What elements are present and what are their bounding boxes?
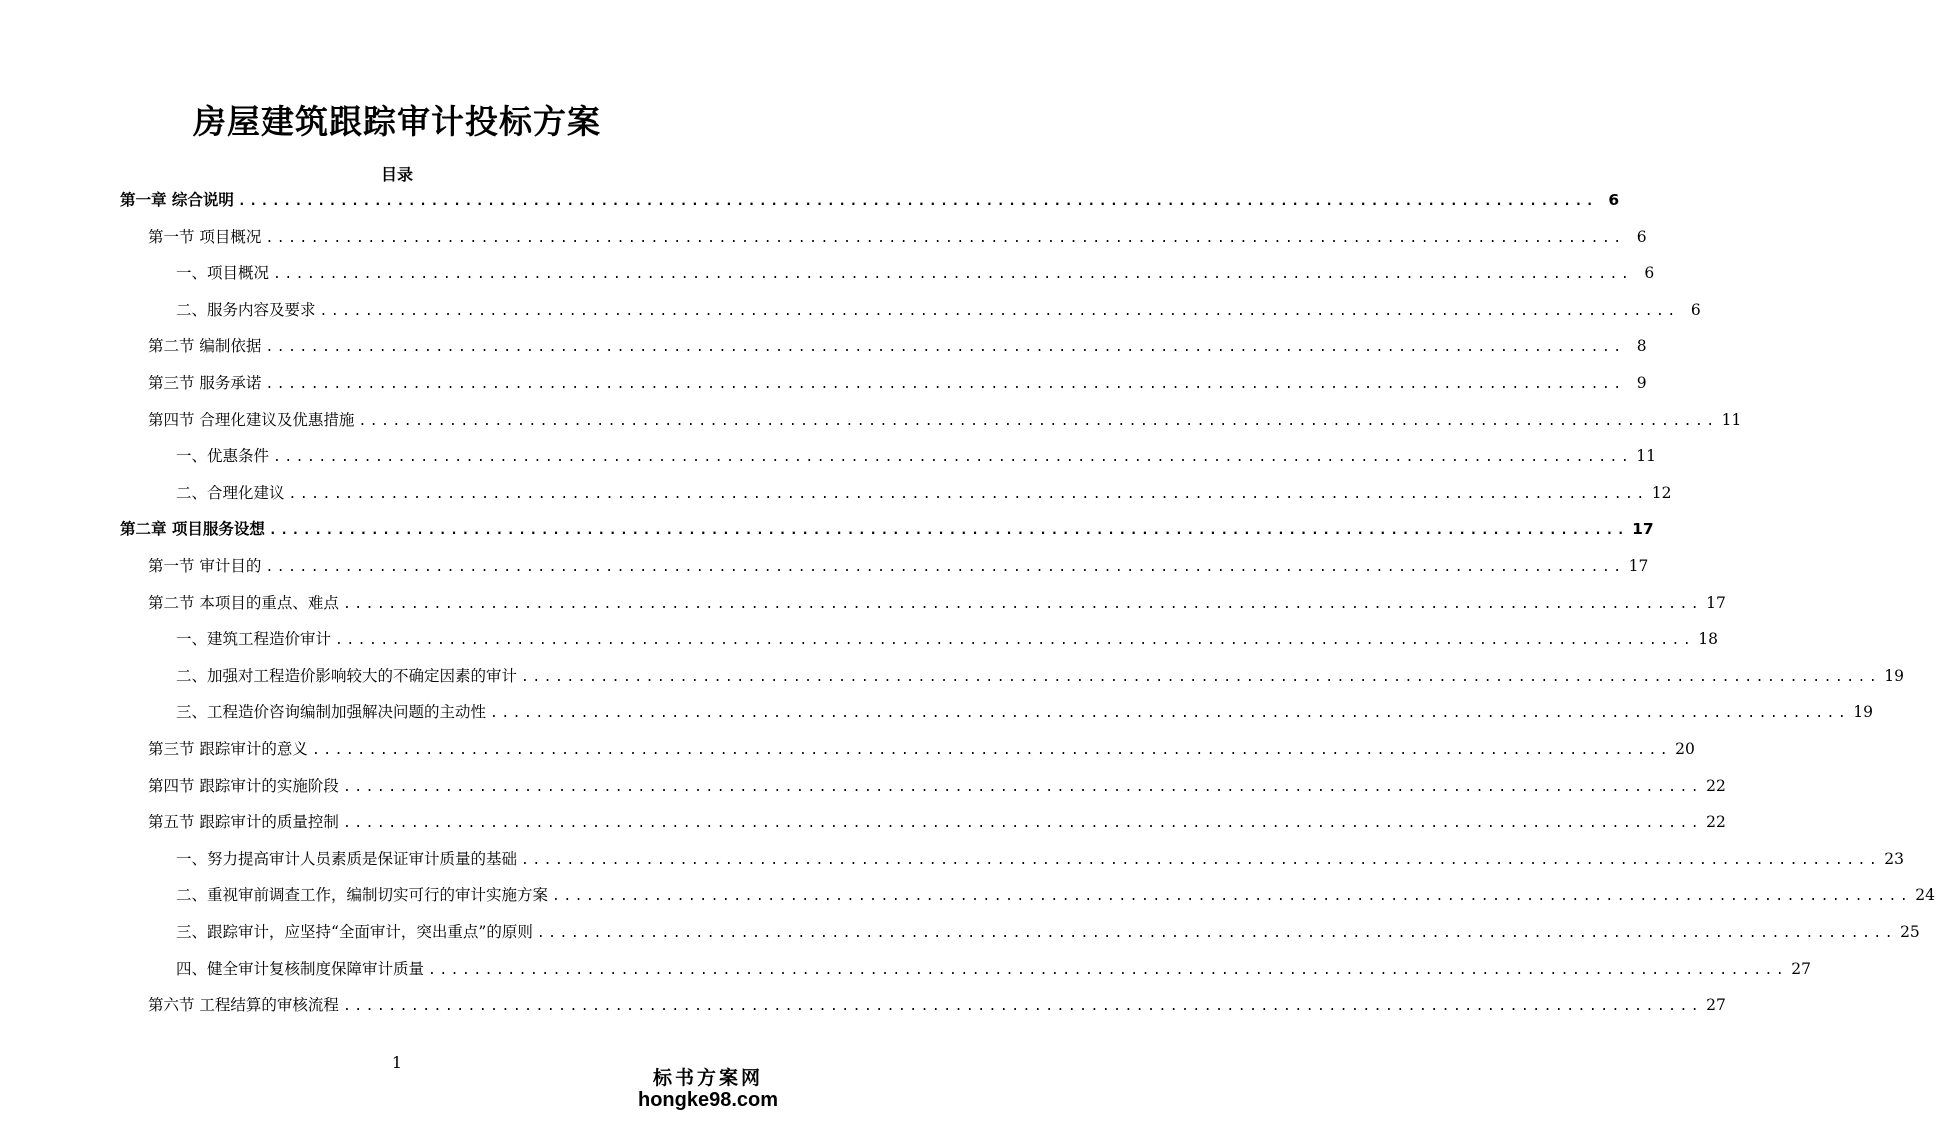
- toc-entry-title: 二、合理化建议: [176, 483, 285, 502]
- toc-entry-page: 12: [1651, 483, 1672, 502]
- toc-dot-leader: ........................................................................................................................: [265, 377, 1625, 392]
- toc-section-entry[interactable]: [148, 591, 1726, 615]
- toc-entry-title: 一、建筑工程造价审计: [176, 630, 332, 649]
- toc-dot-leader: ........................................................................................................................: [319, 303, 1679, 319]
- toc-entry-title: 第一节 项目概况: [148, 227, 262, 246]
- toc-entry-page: 9: [1636, 374, 1647, 392]
- toc-subsection-entry[interactable]: [176, 627, 1718, 651]
- toc-heading: 目录: [380, 165, 413, 184]
- toc-entry-page: 6: [1644, 264, 1655, 283]
- toc-entry-page: 11: [1721, 410, 1742, 429]
- toc-section-entry[interactable]: [148, 371, 1647, 395]
- toc-entry-page: 25: [1900, 923, 1920, 941]
- toc-subsection-entry[interactable]: [176, 444, 1656, 468]
- toc-section-entry[interactable]: [148, 225, 1647, 249]
- toc-entry-page: 19: [1853, 703, 1873, 722]
- toc-section-entry[interactable]: [148, 334, 1647, 358]
- toc-dot-leader: ........................................................................................................................: [265, 340, 1625, 356]
- toc-entry-title: 第四节 跟踪审计的实施阶段: [148, 776, 339, 795]
- toc-subsection-entry[interactable]: [176, 261, 1655, 285]
- toc-entry-title: 第四节 合理化建议及优惠措施: [148, 410, 355, 429]
- toc-subsection-entry[interactable]: [176, 920, 1920, 944]
- toc-subsection-entry[interactable]: [176, 883, 1935, 907]
- toc-dot-leader: ........................................................................................................................: [268, 523, 1629, 539]
- toc-entry-page: 19: [1884, 666, 1904, 685]
- toc-entry-page: 20: [1675, 740, 1695, 758]
- toc-chapter-entry[interactable]: [120, 517, 1654, 541]
- toc-entry-title: 第六节 工程结算的审核流程: [148, 996, 339, 1015]
- toc-entry-title: 二、重视审前调查工作，编制切实可行的审计实施方案: [176, 886, 549, 905]
- toc-entry-title: 三、工程造价咨询编制加强解决问题的主动性: [176, 703, 487, 722]
- toc-dot-leader: ........................................................................................................................: [552, 889, 1912, 905]
- toc-entry-page: 6: [1636, 227, 1647, 246]
- watermark-url: hongke98.com: [638, 1088, 779, 1111]
- toc-dot-leader: ........................................................................................................................: [521, 852, 1881, 868]
- toc-section-entry[interactable]: [148, 993, 1726, 1017]
- toc-entry-page: 17: [1706, 593, 1726, 612]
- toc-entry-title: 二、服务内容及要求: [176, 300, 316, 319]
- toc-dot-leader: ........................................................................................................................: [536, 926, 1897, 941]
- toc-dot-leader: ........................................................................................................................: [237, 194, 1598, 209]
- toc-entry-title: 四、健全审计复核制度保障审计质量: [176, 959, 425, 978]
- toc-dot-leader: ........................................................................................................................: [342, 816, 1703, 832]
- toc-entry-page: 17: [1628, 557, 1649, 575]
- toc-entry-title: 二、加强对工程造价影响较大的不确定因素的审计: [176, 666, 518, 685]
- toc-entry-title: 一、优惠条件: [176, 447, 270, 466]
- page-number: 1: [391, 1053, 403, 1072]
- toc-dot-leader: ........................................................................................................................: [265, 230, 1625, 246]
- toc-entry-title: 第三节 跟踪审计的意义: [148, 740, 308, 758]
- toc-entry-title: 第一节 审计目的: [148, 557, 262, 575]
- toc-subsection-entry[interactable]: [176, 664, 1904, 688]
- toc-entry-title: 第二节 编制依据: [148, 337, 262, 356]
- toc-entry-page: 23: [1884, 849, 1904, 868]
- document-title: 房屋建筑跟踪审计投标方案: [193, 102, 601, 141]
- toc-subsection-entry[interactable]: [176, 957, 1811, 981]
- toc-entry-title: 第二节 本项目的重点、难点: [148, 593, 339, 612]
- toc-entry-page: 6: [1690, 300, 1701, 319]
- toc-dot-leader: ........................................................................................................................: [358, 413, 1718, 429]
- toc-section-entry[interactable]: [148, 774, 1726, 798]
- watermark-logo: [638, 1068, 778, 1111]
- toc-dot-leader: ........................................................................................................................: [335, 633, 1695, 649]
- toc-entry-page: 18: [1698, 630, 1718, 649]
- toc-dot-leader: ........................................................................................................................: [342, 999, 1703, 1015]
- toc-dot-leader: ........................................................................................................................: [521, 669, 1881, 685]
- toc-entry-page: 17: [1632, 520, 1654, 539]
- toc-section-entry[interactable]: [148, 810, 1726, 834]
- toc-entry-page: 27: [1791, 959, 1811, 978]
- toc-entry-title: 第三节 服务承诺: [148, 374, 262, 392]
- toc-chapter-entry[interactable]: [120, 188, 1620, 212]
- watermark-name: 标书方案网: [652, 1067, 763, 1089]
- toc-entry-title: 第二章 项目服务设想: [120, 520, 265, 539]
- toc-entry-page: 11: [1636, 447, 1656, 466]
- toc-dot-leader: ........................................................................................................................: [311, 743, 1672, 758]
- toc-subsection-entry[interactable]: [176, 700, 1873, 724]
- toc-dot-leader: ........................................................................................................................: [342, 596, 1703, 612]
- toc-subsection-entry[interactable]: [176, 847, 1904, 871]
- toc-entry-page: 8: [1636, 337, 1647, 356]
- toc-entry-title: 第一章 综合说明: [120, 191, 234, 209]
- toc-subsection-entry[interactable]: [176, 298, 1701, 322]
- toc-dot-leader: ........................................................................................................................: [490, 706, 1850, 722]
- toc-entry-title: 第五节 跟踪审计的质量控制: [148, 813, 339, 832]
- toc-dot-leader: ........................................................................................................................: [273, 267, 1633, 283]
- toc-dot-leader: ........................................................................................................................: [288, 486, 1648, 502]
- toc-entry-title: 一、努力提高审计人员素质是保证审计质量的基础: [176, 849, 518, 868]
- toc-section-entry[interactable]: [148, 554, 1649, 578]
- toc-dot-leader: ........................................................................................................................: [342, 779, 1703, 795]
- toc-entry-title: 三、跟踪审计，应坚持“全面审计，突出重点”的原则: [176, 923, 533, 941]
- toc-section-entry[interactable]: [148, 737, 1695, 761]
- toc-entry-page: 22: [1706, 776, 1726, 795]
- toc-dot-leader: ........................................................................................................................: [273, 450, 1633, 466]
- toc-subsection-entry[interactable]: [176, 481, 1672, 505]
- toc-entry-page: 24: [1915, 886, 1935, 905]
- toc-entry-title: 一、项目概况: [176, 264, 270, 283]
- toc-section-entry[interactable]: [148, 408, 1742, 432]
- toc-entry-page: 27: [1706, 996, 1726, 1015]
- toc-dot-leader: ........................................................................................................................: [428, 962, 1788, 978]
- toc-dot-leader: ........................................................................................................................: [265, 560, 1625, 575]
- toc-entry-page: 6: [1608, 191, 1620, 209]
- toc-entry-page: 22: [1706, 813, 1726, 832]
